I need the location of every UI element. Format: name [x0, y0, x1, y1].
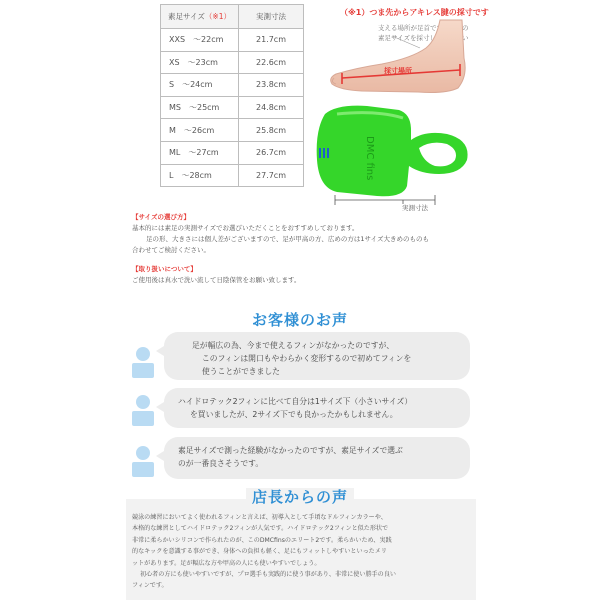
size-guide: [132, 212, 472, 286]
measured-cell: 27.7cm: [239, 164, 304, 187]
size-table: [160, 4, 304, 187]
foot-illustration: [322, 18, 472, 96]
measured-cell: 23.8cm: [239, 74, 304, 97]
fin-brand-text: DMC fins: [364, 136, 375, 181]
size-column-header: 素足サイズ（※1）: [161, 5, 239, 29]
review-bubble: 素足サイズで測った経験がなかったのですが、素足サイズで選ぶ のが一番良さそうです。: [164, 437, 470, 479]
measured-column-header: 実測寸法: [239, 5, 304, 29]
table-row: [161, 96, 304, 119]
size-note-marker: （※1）: [204, 12, 231, 21]
user-avatar-icon: [130, 445, 156, 477]
size-cell: XS ～23cm: [161, 51, 239, 74]
choose-heading: 【サイズの選び方】: [132, 213, 190, 221]
review-bubble: ハイドロテック2フィンに比べて自分は1サイズ下（小さいサイズ） を買いましたが、2サイズ下でも良かったかもしれません。: [164, 388, 470, 428]
care-heading: 【取り扱いについて】: [132, 265, 197, 273]
table-row: [161, 141, 304, 164]
review-bubble: 足が幅広の為、今まで使えるフィンがなかったのですが、 このフィンは開口もやわらかく変形するので初めてフィンを 使うことができました: [164, 332, 470, 380]
table-row: [161, 119, 304, 142]
measure-note-title: （※1）つま先からアキレス腱の採寸です: [340, 8, 489, 17]
user-avatar-icon: [130, 346, 156, 378]
measure-location-label: 採寸場所: [384, 67, 412, 75]
table-row: [161, 51, 304, 74]
manager-heading: 店長からの声: [0, 486, 600, 507]
user-avatar-icon: [130, 394, 156, 426]
fin-measure-label: 実測寸法: [402, 204, 428, 212]
size-cell: ML ～27cm: [161, 141, 239, 164]
table-row: [161, 74, 304, 97]
care-line: ご使用後は真水で洗い流して日陰保管をお願い致します。: [132, 276, 301, 284]
measured-cell: 21.7cm: [239, 29, 304, 52]
measure-note-body: 支える場所が足首です。下記の素足サイズを採寸してください: [378, 24, 469, 42]
choose-line: 基本的には素足の実測サイズでお選びいただくことをおすすめしております。: [132, 224, 359, 232]
size-cell: MS ～25cm: [161, 96, 239, 119]
choose-line: 合わせてご検討ください。: [132, 246, 210, 254]
size-cell: L ～28cm: [161, 164, 239, 187]
fin-illustration: [307, 100, 477, 210]
choose-line: 足の形、大きさには個人差がございますので、足が甲高の方、広めの方は1サイズ大きめのものも: [146, 235, 429, 243]
table-row: [161, 29, 304, 52]
measured-cell: 22.6cm: [239, 51, 304, 74]
size-cell: S ～24cm: [161, 74, 239, 97]
measured-cell: 24.8cm: [239, 96, 304, 119]
size-cell: M ～26cm: [161, 119, 239, 142]
manager-comment: 競泳の練習においてよく使われるフィンと言えば、初導入として手頃なドルフィンカラーや、 本格的な練習としてハイドロテック2フィンが人気です。ハイドロテック2フィンと似た形状で 非常に柔らかいシリコンで作られたのが、このDMCfinsのエリート2です。柔らかいため、実践 的なキックを意識する事ができ、身体への負担も軽く、足にもフィットしやすいといったメリ ットがあります。足が幅広な方や甲高の人にも使いやすいでしょう。 初心者の方にも使いやすいですが、プロ選手も実践的に使う事があり、非常に使い勝手の良い フィンです。: [132, 514, 396, 590]
size-cell: XXS ～22cm: [161, 29, 239, 52]
reviews-heading: お客様のお声: [0, 309, 600, 330]
table-row: [161, 164, 304, 187]
measured-cell: 25.8cm: [239, 119, 304, 142]
size-table-header: [161, 5, 304, 29]
measured-cell: 26.7cm: [239, 141, 304, 164]
